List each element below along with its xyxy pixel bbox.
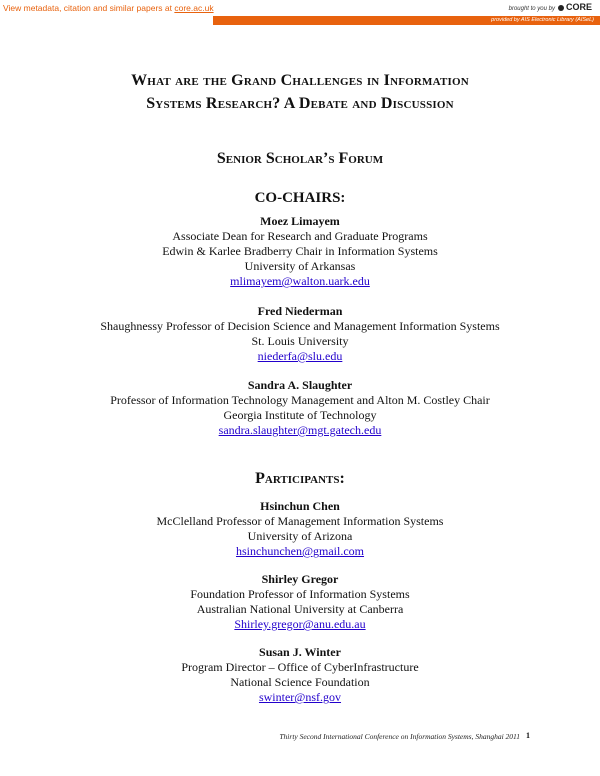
core-logo-icon	[558, 5, 564, 11]
core-logo[interactable]	[558, 2, 592, 12]
paper-title-line-1: What are the Grand Challenges in Information	[131, 72, 469, 89]
forum-heading: Senior Scholar’s Forum	[216, 150, 384, 167]
email-link[interactable]: hsinchunchen@gmail.com	[235, 544, 365, 558]
person-name: Shirley Gregor	[261, 572, 339, 586]
person-affiliation: Program Director – Office of CyberInfrastructure	[181, 660, 419, 674]
participant-entry	[0, 499, 600, 559]
core-link[interactable]: core.ac.uk	[174, 3, 214, 13]
core-metadata-text: View metadata, citation and similar papers at	[3, 3, 175, 13]
core-metadata-link[interactable]	[0, 0, 212, 16]
person-affiliation: National Science Foundation	[230, 675, 370, 689]
email-link[interactable]: swinter@nsf.gov	[258, 690, 342, 704]
paper-title-line-2: Systems Research? A Debate and Discussion	[146, 95, 454, 112]
core-banner	[0, 0, 600, 24]
person-affiliation: University of Arkansas	[244, 259, 356, 273]
email-link[interactable]: Shirley.gregor@anu.edu.au	[234, 617, 366, 631]
person-affiliation: Professor of Information Technology Management and Alton M. Costley Chair	[110, 393, 490, 407]
cochairs-heading: CO-CHAIRS:	[254, 190, 346, 206]
person-name: Fred Niederman	[257, 304, 343, 318]
core-logo-text: CORE	[565, 2, 592, 12]
person-affiliation: Shaughnessy Professor of Decision Science and Management Information Systems	[100, 319, 500, 333]
person-name: Sandra A. Slaughter	[247, 378, 353, 392]
person-affiliation: McClelland Professor of Management Information Systems	[156, 514, 444, 528]
page-number: 1	[526, 731, 530, 740]
cochair-entry	[0, 214, 600, 289]
person-affiliation: University of Arizona	[247, 529, 353, 543]
person-affiliation: Australian National University at Canberra	[196, 602, 404, 616]
footer-conference: Thirty Second International Conference on Information Systems, Shanghai 2011	[279, 732, 520, 741]
person-name: Hsinchun Chen	[260, 499, 340, 513]
person-affiliation: St. Louis University	[251, 334, 349, 348]
email-link[interactable]: niederfa@slu.edu	[257, 349, 343, 363]
person-affiliation: Edwin & Karlee Bradberry Chair in Information Systems	[162, 244, 438, 258]
person-affiliation: Georgia Institute of Technology	[223, 408, 377, 422]
participant-entry	[0, 645, 600, 705]
cochair-entry	[0, 304, 600, 364]
core-brought-by	[509, 2, 592, 12]
person-name: Moez Limayem	[260, 214, 340, 228]
person-affiliation: Associate Dean for Research and Graduate Programs	[172, 229, 428, 243]
provided-by-banner: provided by AIS Electronic Library (AISeL)	[213, 16, 600, 25]
person-name: Susan J. Winter	[259, 645, 341, 659]
cochair-entry	[0, 378, 600, 438]
brought-text: brought to you by	[508, 6, 555, 12]
participants-heading: Participants:	[255, 470, 345, 487]
participant-entry	[0, 572, 600, 632]
email-link[interactable]: sandra.slaughter@mgt.gatech.edu	[218, 423, 382, 437]
person-affiliation: Foundation Professor of Information Systems	[190, 587, 410, 601]
email-link[interactable]: mlimayem@walton.uark.edu	[230, 274, 370, 288]
